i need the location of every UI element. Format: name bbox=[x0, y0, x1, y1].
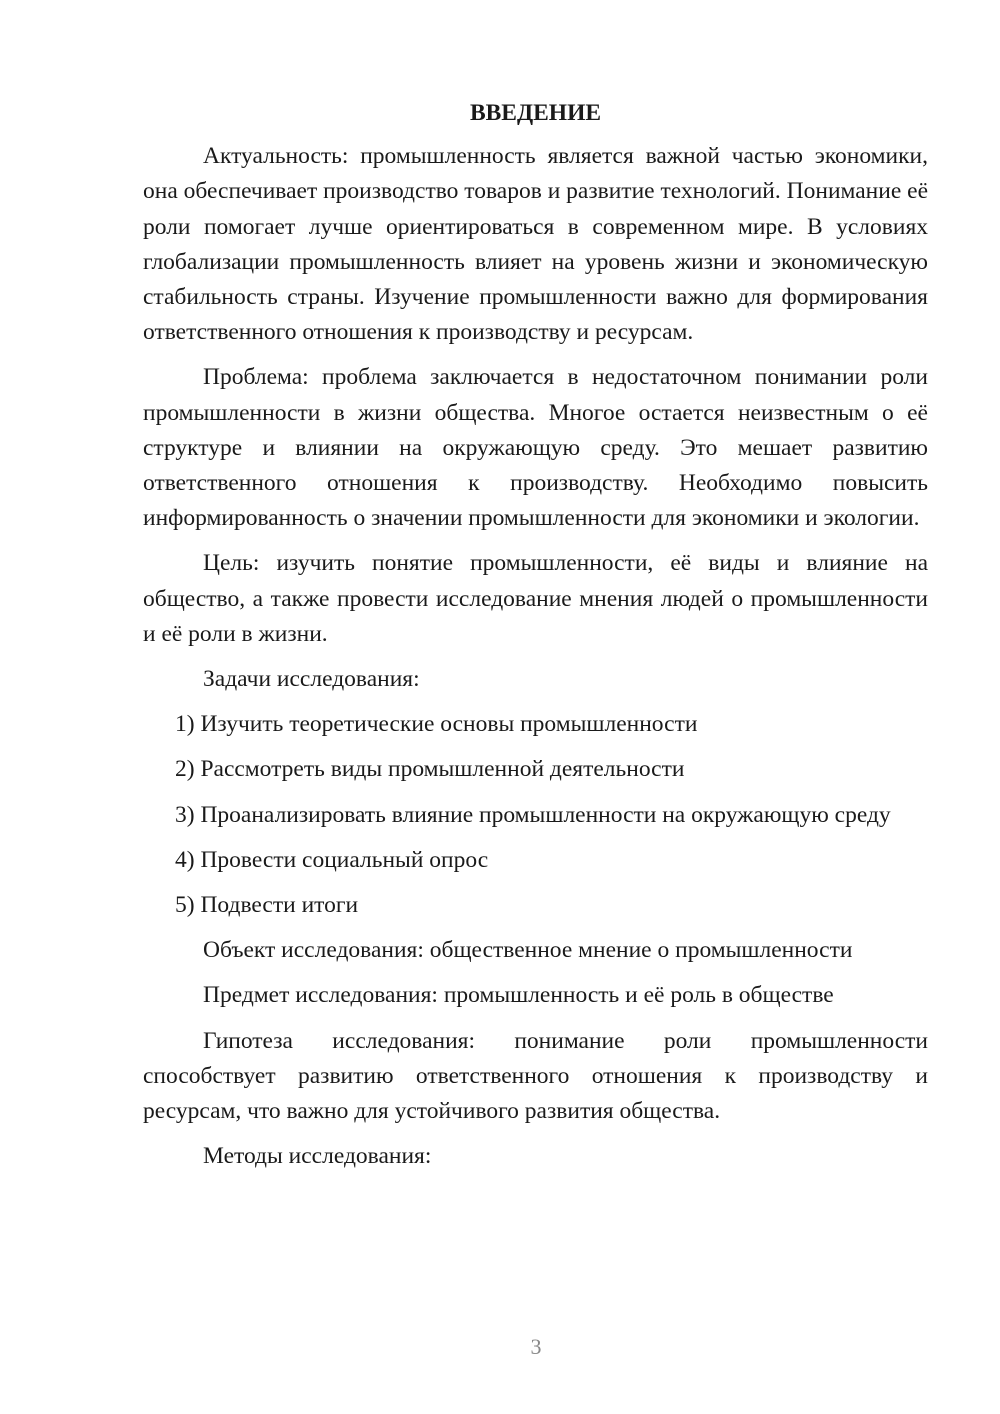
task-item-3: 3) Проанализировать влияние промышленности на окружающую среду bbox=[175, 801, 891, 828]
paragraph-relevance: Актуальность: промышленность является важной частью экономики, она обеспечивает производство товаров и развитие технологий. Понимание её роли помогает лучше ориентироваться в современном мире. В условиях глобализации промышленность влияет на уровень жизни и экономическую стабильность страны. Изучение промышленности важно для формирования ответственного отношения к производству и ресурсам. bbox=[143, 143, 928, 346]
task-item-2: 2) Рассмотреть виды промышленной деятельности bbox=[175, 756, 685, 783]
methods-heading: Методы исследования: bbox=[203, 1143, 432, 1170]
paragraph-object: Объект исследования: общественное мнение о промышленности bbox=[203, 937, 853, 964]
tasks-heading: Задачи исследования: bbox=[203, 666, 420, 693]
paragraph-goal: Цель: изучить понятие промышленности, её виды и влияние на общество, а также провести исследование мнения людей о промышленности и её роли в жизни. bbox=[143, 550, 928, 647]
task-item-1: 1) Изучить теоретические основы промышленности bbox=[175, 711, 698, 738]
paragraph-subject: Предмет исследования: промышленность и её роль в обществе bbox=[203, 982, 834, 1009]
paragraph-hypothesis: Гипотеза исследования: понимание роли промышленности способствует развитию ответственного отношения к производству и ресурсам, что важно для устойчивого развития общества. bbox=[143, 1027, 928, 1125]
page-title: ВВЕДЕНИЕ bbox=[469, 100, 602, 126]
paragraph-problem: Проблема: проблема заключается в недостаточном понимании роли промышленности в жизни общества. Многое остается неизвестным о её структуре и влиянии на окружающую среду. Это мешает развитию ответственного отношения к производству. Необходимо повысить информированность о значении промышленности для экономики и экологии. bbox=[143, 364, 928, 532]
page-content bbox=[143, 96, 928, 1184]
page-number: 3 bbox=[530, 1334, 542, 1359]
task-item-4: 4) Провести социальный опрос bbox=[175, 846, 489, 873]
task-item-5: 5) Подвести итоги bbox=[175, 892, 359, 919]
